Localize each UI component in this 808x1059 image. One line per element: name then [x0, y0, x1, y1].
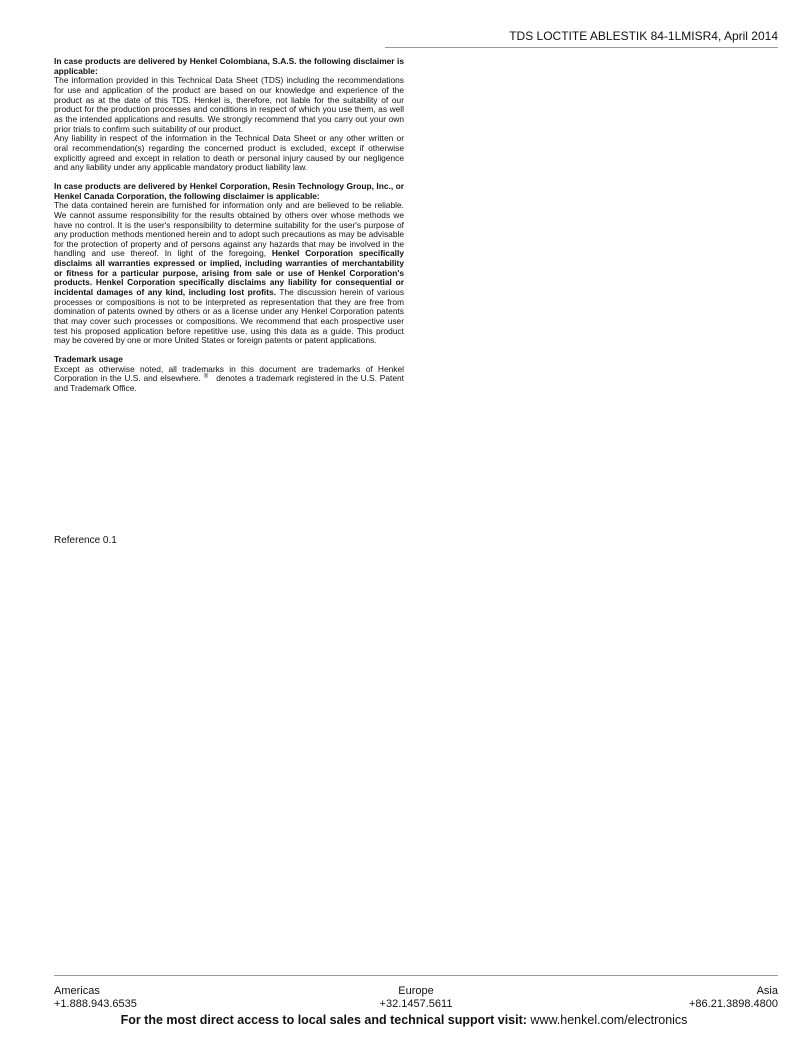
henkel-corp-warranty-disclaimer: Henkel Corporation specifically disclaims all warranties expressed or implied, including warranties of merchantability or fitness for a particular purpose, arising from sale or use of Henkel Corporation's products. Henkel Corporation specifically disclaims any liability for consequential or incidental damages of any kind, including lost profits. [54, 248, 404, 298]
colombiana-disclaimer [54, 57, 404, 173]
henkel-corp-text-a: The data contained herein are furnished for information only and are believed to be reliable. We cannot assume responsibility for the results obtained by others over whose methods we have no control. It is the user's responsibility to determine suitability for the user's purpose of any production methods mentioned herein and to adopt such precautions as may be advisable for the protection of property and of persons against any hazards that may be involved in the handling and use thereof. In light of the foregoing, [54, 200, 404, 259]
region-name: Asia [756, 985, 778, 997]
support-access-text: For the most direct access to local sales and technical support visit: [120, 1013, 527, 1027]
header-divider [385, 47, 778, 48]
region-phone: +86.21.3898.4800 [688, 997, 778, 1010]
region-phone: +32.1457.5611 [379, 997, 453, 1010]
footer-support-line [0, 1013, 808, 1027]
footer-divider [54, 975, 778, 976]
colombiana-disclaimer-heading: In case products are delivered by Henkel Colombiana, S.A.S. the following disclaimer is applicable: [54, 56, 404, 76]
henkel-corp-text-b: The discussion herein of various processes or compositions is not to be interpreted as representation that they are free from domination of patents owned by others or as a license under any Henkel Corporation patents that may cover such processes or compositions. We recommend that each prospective user test his proposed application before repetitive use, using this data as a guide. This product may be covered by one or more United States or foreign patents or patent applications. [54, 287, 405, 346]
registered-mark: ® [203, 373, 209, 380]
region-phone: +1.888.943.6535 [54, 997, 137, 1010]
colombiana-disclaimer-paragraph-1: The information provided in this Technical Data Sheet (TDS) including the recommendations for use and application of the product are based on our knowledge and experience of the product as at the date of this TDS. Henkel is, therefore, not liable for the suitability of our product for the production processes and conditions in respect of which you use them, as well as the intended applications and results. We strongly recommend that you carry out your own prior trials to confirm such suitability of our product. [54, 75, 404, 134]
trademark-usage-body [54, 365, 404, 394]
support-website-link[interactable]: www.henkel.com/electronics [526, 1013, 688, 1027]
region-name: Europe [398, 985, 434, 997]
region-name: Americas [54, 985, 100, 997]
footer-contacts [54, 985, 778, 1011]
footer-americas [54, 985, 137, 1010]
trademark-text-a: Except as otherwise noted, all trademarks in this document are trademarks of Henkel Corporation in the U.S. and elsewhere. [54, 363, 404, 384]
footer-europe [380, 985, 453, 1010]
henkel-corp-disclaimer-heading: In case products are delivered by Henkel Corporation, Resin Technology Group, Inc., or Henkel Canada Corporation, the following disclaimer is applicable: [54, 180, 404, 201]
document-header: TDS LOCTITE ABLESTIK 84-1LMISR4, April 2014 [509, 29, 778, 43]
disclaimer-column [54, 57, 404, 394]
trademark-usage [54, 355, 404, 394]
colombiana-disclaimer-paragraph-2: Any liability in respect of the information in the Technical Data Sheet or any other written or oral recommendation(s) regarding the concerned product is excluded, except if otherwise explicitly agreed and except in relation to death or personal injury caused by our negligence and any liability under any applicable mandatory product liability law. [54, 133, 404, 173]
footer-asia [689, 985, 778, 1010]
trademark-usage-heading: Trademark usage [54, 354, 123, 365]
henkel-corp-disclaimer-body [54, 201, 404, 346]
trademark-text-b: denotes a trademark registered in the U.S. Patent and Trademark Office. [54, 373, 404, 393]
reference-number: Reference 0.1 [54, 535, 117, 546]
henkel-corp-disclaimer [54, 182, 404, 346]
